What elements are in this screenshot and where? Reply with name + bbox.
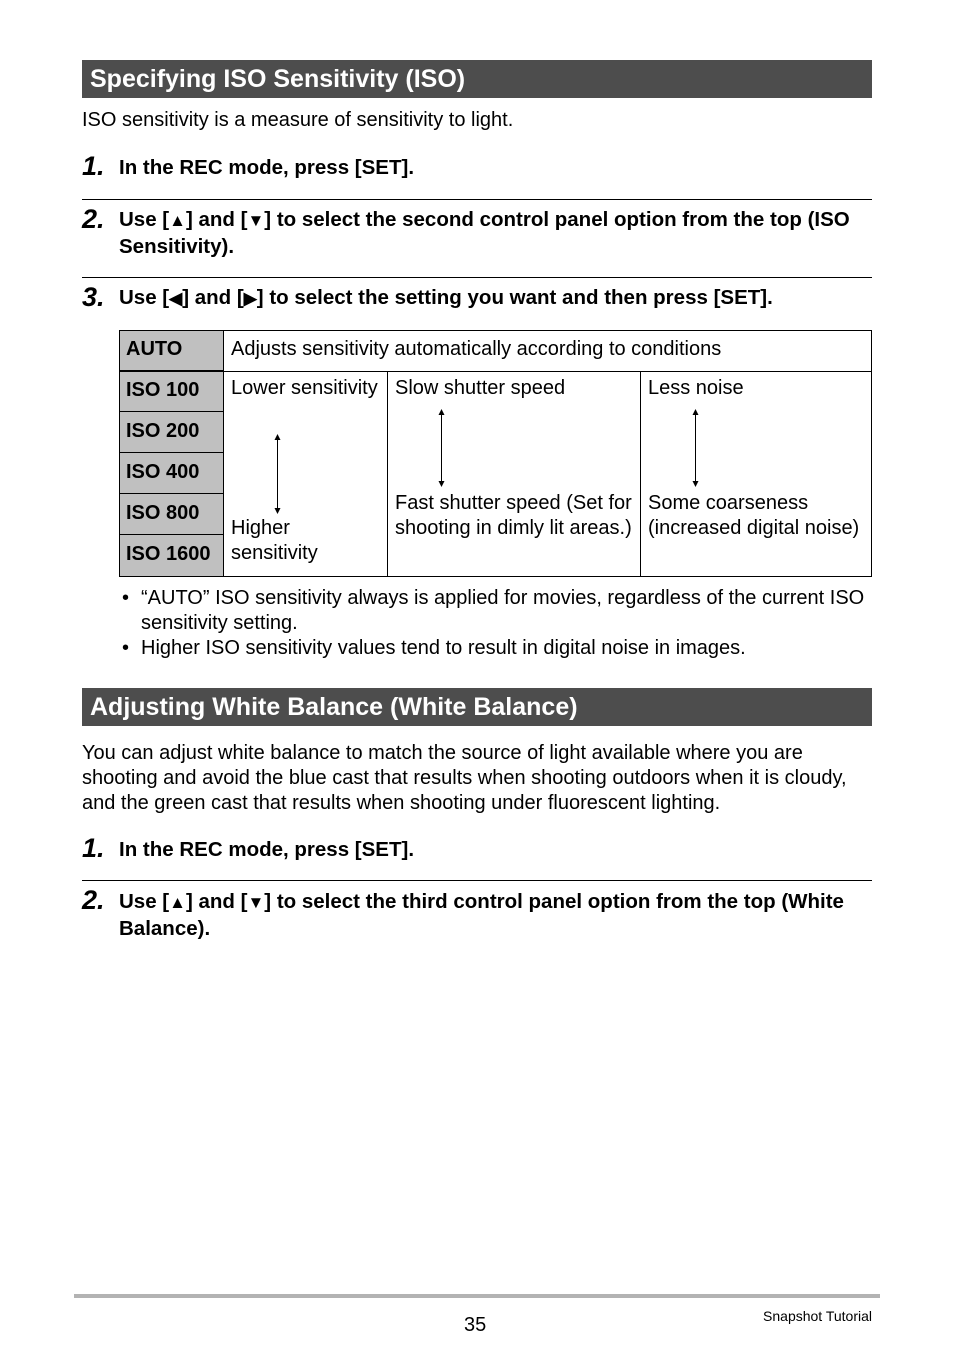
right-triangle-icon: ▶	[243, 289, 257, 308]
iso-step-2-text: Use [▲] and [▼] to select the second control panel option from the top (ISO Sensitivity).	[119, 208, 850, 258]
double-arrow-icon	[691, 409, 700, 487]
table-border	[223, 330, 224, 577]
iso-note-1: “AUTO” ISO sensitivity always is applied for movies, regardless of the current ISO sensitivity setting.	[141, 587, 865, 634]
table-border	[119, 576, 872, 577]
table-border	[119, 371, 872, 372]
table-row-label-iso100: ISO 100	[119, 371, 223, 412]
table-border	[871, 330, 872, 577]
bullet-icon: •	[122, 637, 130, 659]
iso-settings-table	[119, 330, 872, 577]
table-row-label-iso200: ISO 200	[119, 412, 223, 453]
up-triangle-icon: ▲	[169, 893, 186, 912]
left-triangle-icon: ◀	[169, 289, 183, 308]
down-triangle-icon: ▼	[247, 893, 265, 912]
noise-more-text: Some coarseness (increased digital noise)	[648, 492, 860, 539]
iso-note-2: Higher ISO sensitivity values tend to result in digital noise in images.	[141, 637, 746, 659]
table-border	[387, 371, 388, 577]
wb-step-1-number: 1.	[82, 833, 105, 863]
table-border	[119, 330, 120, 577]
table-row-label-iso800: ISO 800	[119, 494, 223, 535]
double-arrow-icon	[437, 409, 446, 487]
shutter-slow-text: Slow shutter speed	[395, 377, 566, 399]
sensitivity-low-text: Lower sensitivity	[231, 377, 378, 399]
iso-step-3-text: Use [◀] and [▶] to select the setting you want and then press [SET].	[119, 285, 879, 312]
table-row-label-iso1600: ISO 1600	[119, 535, 223, 577]
sensitivity-high-text: Higher sensitivity	[231, 517, 318, 564]
page-number: 35	[464, 1314, 487, 1336]
table-border	[640, 371, 641, 577]
table-border	[119, 330, 872, 331]
double-arrow-icon	[273, 434, 282, 514]
iso-intro: ISO sensitivity is a measure of sensitivity to light.	[82, 109, 514, 131]
auto-description: Adjusts sensitivity automatically according to conditions	[231, 338, 722, 360]
down-triangle-icon: ▼	[247, 211, 265, 230]
iso-step-1-text: In the REC mode, press [SET].	[119, 156, 415, 179]
divider	[82, 199, 872, 200]
footer-label: Snapshot Tutorial	[763, 1308, 872, 1324]
wb-intro: You can adjust white balance to match the source of light available where you are shooting and avoid the blue cast that results when shooting outdoors when it is cloudy, and the green cast that results when shooting under fluorescent lighting.	[82, 742, 847, 814]
noise-less-text: Less noise	[648, 377, 744, 399]
footer-divider	[74, 1294, 880, 1298]
wb-section-title: Adjusting White Balance (White Balance)	[82, 688, 872, 726]
iso-section-title: Specifying ISO Sensitivity (ISO)	[82, 60, 872, 98]
wb-step-2-text: Use [▲] and [▼] to select the third control panel option from the top (White Balance).	[119, 890, 844, 940]
shutter-fast-text: Fast shutter speed (Set for shooting in dimly lit areas.)	[395, 492, 632, 539]
wb-step-2-number: 2.	[82, 885, 105, 915]
table-row-label-auto: AUTO	[119, 330, 223, 371]
iso-step-3-number: 3.	[82, 282, 105, 312]
bullet-icon: •	[122, 587, 130, 609]
table-row-label-iso400: ISO 400	[119, 453, 223, 494]
up-triangle-icon: ▲	[169, 211, 186, 230]
wb-step-1-text: In the REC mode, press [SET].	[119, 838, 415, 861]
iso-step-2-number: 2.	[82, 204, 105, 234]
divider	[82, 880, 872, 881]
iso-step-1-number: 1.	[82, 151, 105, 181]
divider	[82, 277, 872, 278]
